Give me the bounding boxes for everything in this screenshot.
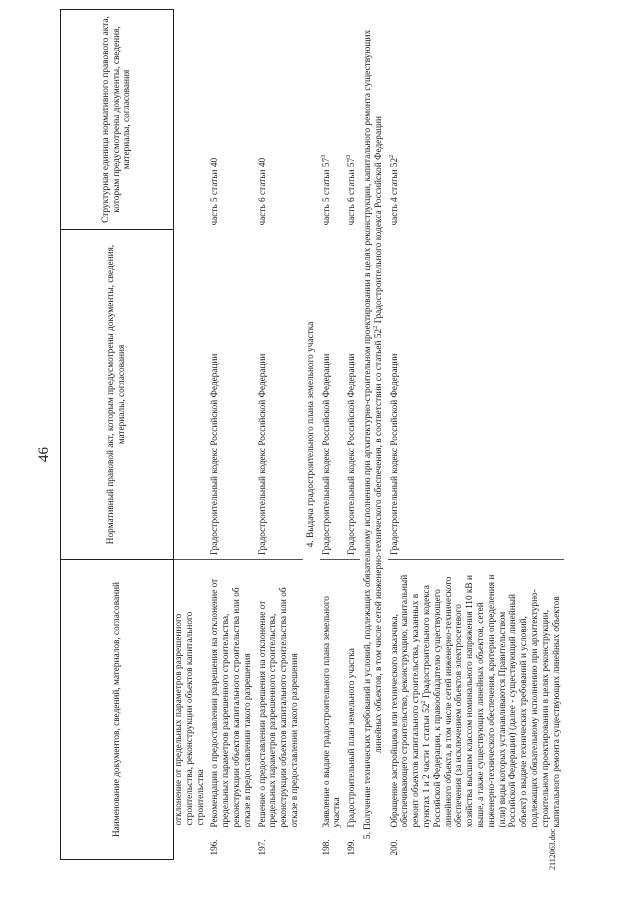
- cell-structural-unit: [345, 10, 360, 230]
- header-col-legal-act: Нормативный правовой акт, которым предусмотрены документы, сведения, материалы, согласования: [61, 230, 174, 560]
- document-table-rotated: [60, 10, 580, 860]
- superscript: 3: [319, 154, 327, 158]
- section-heading-4: [303, 10, 320, 860]
- table-row-199: [345, 10, 360, 860]
- row-description: Решение о предоставлении разрешения на отклонение от предельных параметров разрешенного строительства, реконструкции объектов капитального строительства или об отказе в предоставлении такого разрешения: [257, 587, 300, 828]
- table-header-row: [61, 10, 174, 860]
- footer-doc-code: 2112063.doc: [548, 828, 557, 870]
- cell-legal-act: Градостроительный кодекс Российской Федерации: [321, 353, 332, 555]
- section-text: 5. Получение технических требований и условий, подлежащих обязательному исполнению при архитектурно-строительном проектировании в целях реконструкции, капитального ремонта существующих линейных объектов, в том числе сетей инженерно-технического обеспечения, в соответствии со статьей 52: [362, 29, 384, 840]
- cell-legal-act: Градостроительный кодекс Российской Федерации: [257, 353, 268, 555]
- section-text-tail: Градостроительного кодекса Российской Федерации: [373, 116, 384, 326]
- unit-text: часть 6 статьи 57: [347, 157, 358, 226]
- unit-text: часть 4 статьи 52: [389, 157, 400, 226]
- section-title: 4. Выдача градостроительного плана земельного участка: [305, 321, 316, 548]
- section-heading-5: [360, 10, 388, 860]
- table-row-196: [208, 10, 255, 860]
- row-number: 199.: [347, 839, 358, 856]
- superscript: 3: [345, 154, 353, 158]
- cell-legal-act: Градостроительный кодекс Российской Федерации: [210, 353, 221, 555]
- superscript: 2: [371, 325, 379, 329]
- row-number: 198.: [321, 839, 332, 856]
- table-row-200: [388, 10, 565, 860]
- table-row-198: [320, 10, 346, 860]
- row-description: Градостроительный план земельного участка: [347, 648, 358, 828]
- cell-legal-act: Градостроительный кодекс Российской Федерации: [347, 353, 358, 555]
- cell-documents: [208, 560, 255, 860]
- header-col-structural-unit: Структурная единица нормативного правового акта, которым предусмотрены документы, сведения, материалы, согласования: [61, 10, 174, 230]
- cell-documents: [388, 560, 565, 860]
- cell-structural-unit: [174, 10, 209, 230]
- cell-documents: [320, 560, 346, 860]
- superscript: 2: [387, 154, 395, 158]
- cell-structural-unit: [320, 10, 346, 230]
- cell-structural-unit: часть 5 статьи 40: [210, 157, 221, 226]
- unit-text: часть 5 статьи 57: [321, 157, 332, 226]
- header-col-documents: Наименование документов, сведений, материалов, согласований: [61, 560, 174, 860]
- cell-structural-unit: [388, 10, 565, 230]
- cell-documents: [345, 560, 360, 860]
- cell-legal-act: Градостроительный кодекс Российской Федерации: [389, 353, 400, 555]
- table-row-continuation: [174, 10, 209, 860]
- section-title: [360, 10, 388, 860]
- row-description: Заявление о выдаче градостроительного плана земельного участка: [321, 596, 343, 828]
- row-description: Рекомендации о предоставлении разрешения на отклонение от предельных параметров разрешенного строительства, реконструкции объектов капитального строительства или об отказе в предоставлении такого разрешения: [210, 578, 253, 828]
- cell-structural-unit: часть 6 статьи 40: [257, 157, 268, 226]
- description-part-1: Обращение застройщика или технического заказчика, обеспечивающего строительство, реконструкцию, капитальный ремонт объектов капитального строительства, указанных в пунктах 1 и 2 части 1 статьи 52: [389, 574, 432, 828]
- page-number: 46: [36, 447, 52, 462]
- documents-table: [60, 9, 564, 860]
- superscript: 2: [419, 700, 427, 704]
- table-row-197: [256, 10, 303, 860]
- row-description: [390, 564, 563, 828]
- row-number: 200.: [389, 839, 400, 856]
- row-number: 196.: [210, 839, 221, 856]
- description-part-2: Градостроительного кодекса Российской Федерации, к правообладателю существующего линейного объекта, в том числе сетей инженерно-технического обеспечения (за исключением объектов электросетевого хозяйства высшим классом номинального напряжения 110 кВ и выше, а также существующих линейных объектов, сетей инженерно-технического обеспечения, критерии определения и (или) виды которых устанавливаются Правительством Российской Федерации) (далее - существующий линейный объект) о выдаче технических требований и условий, подлежащих обязательному исполнению при архитектурно-строительном проектировании в целях реконструкции, капитального ремонта существующих линейных объектов: [421, 574, 562, 828]
- cell-legal-act: [174, 230, 209, 560]
- cell-documents: отклонение от предельных параметров разрешенного строительства, реконструкции объектов капитального строительства: [174, 560, 209, 860]
- cell-documents: [256, 560, 303, 860]
- row-number: 197.: [257, 839, 268, 856]
